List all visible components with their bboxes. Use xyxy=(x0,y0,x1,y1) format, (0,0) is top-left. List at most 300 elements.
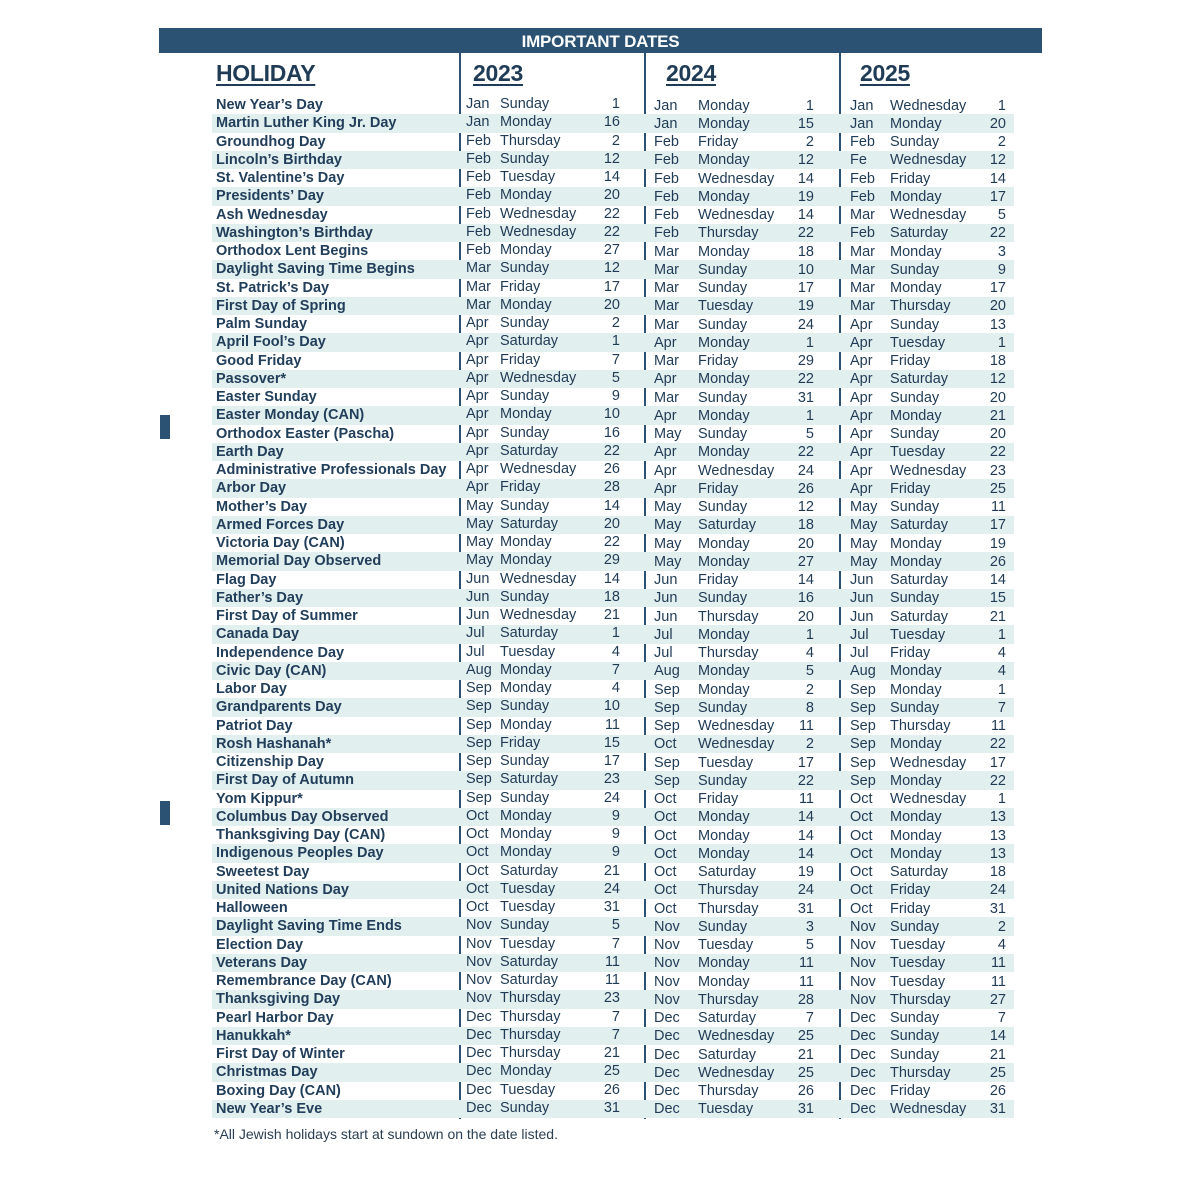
holiday-name: Easter Monday (CAN) xyxy=(216,407,365,424)
month-2024: Apr xyxy=(654,480,677,497)
table-row xyxy=(212,698,1014,716)
weekday-2025: Sunday xyxy=(890,699,940,716)
month-2025: Feb xyxy=(850,170,875,187)
day-2025: 22 xyxy=(989,772,1006,789)
weekday-2023: Monday xyxy=(500,296,552,313)
month-2023: Apr xyxy=(466,461,489,477)
weekday-2024: Saturday xyxy=(698,1046,757,1063)
month-2025: Mar xyxy=(850,298,875,315)
weekday-2025: Friday xyxy=(890,353,931,369)
holiday-name: Washington’s Birthday xyxy=(216,224,373,241)
month-2023: Dec xyxy=(466,1045,492,1061)
weekday-2023: Tuesday xyxy=(500,169,556,185)
weekday-2024: Wednesday xyxy=(698,207,775,223)
weekday-2024: Monday xyxy=(698,407,750,424)
day-2024: 1 xyxy=(805,626,814,643)
month-2024: Mar xyxy=(654,316,679,333)
weekday-2023: Sunday xyxy=(500,1099,550,1116)
weekday-2024: Friday xyxy=(698,480,739,497)
binder-tab-marker xyxy=(160,801,170,825)
weekday-2024: Monday xyxy=(698,626,750,643)
day-2024: 10 xyxy=(797,261,814,278)
day-2025: 2 xyxy=(997,918,1006,935)
weekday-2023: Wednesday xyxy=(500,205,577,222)
holiday-name: Thanksgiving Day (CAN) xyxy=(216,827,386,843)
table-row xyxy=(212,242,1014,260)
day-2025: 17 xyxy=(989,280,1006,296)
day-2024: 1 xyxy=(805,334,814,351)
weekday-2024: Monday xyxy=(698,973,750,990)
day-2025: 9 xyxy=(997,261,1006,278)
weekday-2025: Wednesday xyxy=(890,97,967,114)
month-2023: Dec xyxy=(466,1063,492,1080)
month-2023: Apr xyxy=(466,315,489,331)
holiday-name: Hanukkah* xyxy=(216,1027,291,1044)
day-2023: 11 xyxy=(604,716,620,733)
weekday-2025: Friday xyxy=(890,1083,931,1099)
holiday-name: Civic Day (CAN) xyxy=(216,662,327,679)
weekday-2025: Monday xyxy=(890,772,942,789)
month-2023: Jun xyxy=(466,588,490,605)
month-2024: Jan xyxy=(654,115,678,132)
weekday-2024: Monday xyxy=(698,115,750,132)
day-2023: 7 xyxy=(611,1026,620,1043)
table-row xyxy=(212,315,1014,333)
month-2025: Feb xyxy=(850,188,875,205)
day-2024: 1 xyxy=(805,97,814,114)
table-row xyxy=(212,1082,1014,1100)
month-2024: Sep xyxy=(654,754,680,771)
day-2024: 31 xyxy=(797,389,814,406)
weekday-2023: Thursday xyxy=(500,1045,561,1061)
weekday-2024: Sunday xyxy=(698,316,748,333)
month-2023: Nov xyxy=(466,935,492,952)
weekday-2024: Monday xyxy=(698,535,750,552)
month-2025: Sep xyxy=(850,736,876,753)
day-2025: 22 xyxy=(989,736,1006,753)
weekday-2025: Sunday xyxy=(890,389,940,406)
day-2024: 14 xyxy=(797,170,814,187)
month-2025: Oct xyxy=(850,882,873,899)
holiday-name: Martin Luther King Jr. Day xyxy=(216,115,397,132)
holiday-name: Ash Wednesday xyxy=(216,206,328,223)
month-2024: Oct xyxy=(654,809,677,826)
weekday-2025: Wednesday xyxy=(890,791,967,807)
day-2025: 14 xyxy=(989,170,1006,187)
month-2024: Mar xyxy=(654,261,679,278)
weekday-2025: Thursday xyxy=(890,991,951,1008)
holiday-name: Daylight Saving Time Ends xyxy=(216,918,402,935)
footnote: *All Jewish holidays start at sundown on the date listed. xyxy=(214,1126,558,1142)
weekday-2023: Saturday xyxy=(500,625,559,642)
month-2024: Dec xyxy=(654,1046,680,1063)
month-2024: Apr xyxy=(654,371,677,388)
day-2024: 14 xyxy=(797,207,814,223)
holiday-name: Rosh Hashanah* xyxy=(216,735,332,752)
month-2024: Jan xyxy=(654,97,678,114)
table-row xyxy=(212,954,1014,972)
weekday-2023: Tuesday xyxy=(500,880,556,897)
day-2025: 20 xyxy=(989,389,1006,406)
month-2025: Mar xyxy=(850,280,875,296)
day-2023: 25 xyxy=(603,1063,620,1080)
weekday-2025: Sunday xyxy=(890,1046,940,1063)
weekday-2024: Wednesday xyxy=(698,170,775,187)
table-row xyxy=(212,370,1014,388)
weekday-2024: Wednesday xyxy=(698,462,775,479)
month-2025: Apr xyxy=(850,316,873,333)
month-2023: May xyxy=(466,497,494,514)
month-2023: May xyxy=(466,552,494,569)
holiday-name: Passover* xyxy=(216,370,287,387)
holiday-name: First Day of Autumn xyxy=(216,772,355,789)
holiday-name: Grandparents Day xyxy=(216,699,342,716)
weekday-2024: Monday xyxy=(698,663,750,680)
weekday-2023: Thursday xyxy=(500,132,561,149)
table-row xyxy=(212,863,1014,881)
month-2025: Jun xyxy=(850,608,874,625)
day-2024: 8 xyxy=(805,699,814,716)
month-2023: Sep xyxy=(466,680,492,696)
month-2024: Feb xyxy=(654,170,679,187)
month-2024: Dec xyxy=(654,1010,680,1026)
day-2023: 10 xyxy=(603,698,620,715)
table-row xyxy=(212,790,1014,808)
month-2023: Dec xyxy=(466,1099,492,1116)
holiday-name: Thanksgiving Day xyxy=(216,991,341,1008)
month-2025: Nov xyxy=(850,991,876,1008)
holiday-name: Citizenship Day xyxy=(216,754,324,770)
month-2025: Mar xyxy=(850,243,875,260)
weekday-2025: Sunday xyxy=(890,426,940,442)
month-2024: Sep xyxy=(654,681,680,698)
table-row xyxy=(212,96,1014,114)
day-2024: 31 xyxy=(797,1101,814,1118)
month-2025: Nov xyxy=(850,973,876,990)
weekday-2023: Monday xyxy=(500,807,552,824)
table-row xyxy=(212,534,1014,552)
holiday-name: Earth Day xyxy=(216,443,284,460)
day-2024: 12 xyxy=(797,152,814,169)
month-2025: Apr xyxy=(850,389,873,406)
weekday-2024: Wednesday xyxy=(698,1064,775,1081)
month-2024: May xyxy=(654,499,682,515)
day-2024: 22 xyxy=(797,225,814,242)
day-2025: 23 xyxy=(989,462,1006,479)
table-row xyxy=(212,881,1014,899)
weekday-2025: Saturday xyxy=(890,608,949,625)
month-2025: Apr xyxy=(850,353,873,369)
day-2024: 19 xyxy=(797,188,814,205)
month-2025: Aug xyxy=(850,663,876,680)
table-row xyxy=(212,461,1014,479)
day-2025: 22 xyxy=(989,444,1006,461)
weekday-2024: Monday xyxy=(698,553,750,570)
day-2023: 9 xyxy=(611,844,620,861)
table-row xyxy=(212,279,1014,297)
day-2024: 22 xyxy=(797,772,814,789)
day-2023: 31 xyxy=(603,899,620,915)
holiday-name: Daylight Saving Time Begins xyxy=(216,261,415,278)
month-2023: May xyxy=(466,515,494,532)
table-row xyxy=(212,1009,1014,1027)
day-2025: 18 xyxy=(989,353,1006,369)
month-2025: Sep xyxy=(850,681,876,698)
holiday-name: Columbus Day Observed xyxy=(216,808,389,825)
table-row xyxy=(212,169,1014,187)
weekday-2023: Friday xyxy=(500,351,541,368)
table-row xyxy=(212,1063,1014,1081)
day-2024: 5 xyxy=(805,663,814,680)
month-2025: Fe xyxy=(850,152,867,169)
day-2025: 17 xyxy=(989,188,1006,205)
day-2023: 14 xyxy=(603,169,620,185)
weekday-2025: Wednesday xyxy=(890,152,967,169)
weekday-2025: Saturday xyxy=(890,517,949,534)
day-2025: 11 xyxy=(990,955,1006,972)
weekday-2023: Thursday xyxy=(500,1008,561,1025)
holiday-name: Easter Sunday xyxy=(216,389,317,405)
day-2023: 4 xyxy=(611,643,620,660)
month-2023: Apr xyxy=(466,424,489,441)
day-2025: 14 xyxy=(989,572,1006,588)
holiday-name: First Day of Summer xyxy=(216,608,358,624)
table-row xyxy=(212,735,1014,753)
weekday-2023: Monday xyxy=(500,716,552,733)
month-2024: Dec xyxy=(654,1101,680,1118)
day-2024: 4 xyxy=(805,645,814,661)
day-2024: 21 xyxy=(797,1046,814,1063)
month-2025: Oct xyxy=(850,827,873,844)
month-2023: Sep xyxy=(466,734,492,751)
weekday-2023: Saturday xyxy=(500,953,559,970)
weekday-2025: Sunday xyxy=(890,316,940,333)
day-2023: 11 xyxy=(604,953,620,970)
day-2025: 21 xyxy=(989,407,1006,424)
month-2023: Jul xyxy=(466,625,485,642)
holiday-name: Pearl Harbor Day xyxy=(216,1009,334,1026)
weekday-2023: Sunday xyxy=(500,315,550,331)
day-2023: 21 xyxy=(603,607,620,623)
table-row xyxy=(212,406,1014,424)
day-2023: 21 xyxy=(603,1045,620,1061)
weekday-2024: Monday xyxy=(698,334,750,351)
day-2024: 20 xyxy=(797,535,814,552)
day-2023: 26 xyxy=(603,461,620,477)
day-2024: 31 xyxy=(797,900,814,917)
weekday-2024: Sunday xyxy=(698,918,748,935)
weekday-2023: Saturday xyxy=(500,333,559,350)
weekday-2025: Friday xyxy=(890,882,931,899)
table-row xyxy=(212,206,1014,224)
day-2024: 11 xyxy=(798,791,814,807)
weekday-2023: Wednesday xyxy=(500,223,577,240)
day-2024: 29 xyxy=(797,353,814,369)
month-2024: Nov xyxy=(654,937,680,953)
holiday-name: Father’s Day xyxy=(216,589,304,606)
day-2023: 17 xyxy=(603,753,620,769)
weekday-2024: Wednesday xyxy=(698,736,775,753)
day-2023: 23 xyxy=(603,771,620,788)
weekday-2025: Thursday xyxy=(890,718,951,734)
month-2025: Apr xyxy=(850,426,873,442)
weekday-2024: Thursday xyxy=(698,882,759,899)
table-row xyxy=(212,972,1014,990)
day-2023: 1 xyxy=(611,625,620,642)
day-2024: 16 xyxy=(797,590,814,607)
month-2023: Oct xyxy=(466,807,489,824)
weekday-2024: Saturday xyxy=(698,1010,757,1026)
month-2023: Feb xyxy=(466,150,491,167)
day-2025: 13 xyxy=(989,809,1006,826)
weekday-2025: Tuesday xyxy=(890,444,946,461)
day-2024: 19 xyxy=(797,864,814,880)
weekday-2023: Monday xyxy=(500,187,552,204)
table-row xyxy=(212,936,1014,954)
month-2024: Nov xyxy=(654,973,680,990)
weekday-2025: Sunday xyxy=(890,1010,940,1026)
table-row xyxy=(212,644,1014,662)
month-2024: Jun xyxy=(654,608,678,625)
weekday-2025: Tuesday xyxy=(890,334,946,351)
month-2025: Mar xyxy=(850,261,875,278)
day-2025: 27 xyxy=(989,991,1006,1008)
day-2025: 24 xyxy=(989,882,1006,899)
month-2023: Feb xyxy=(466,205,491,222)
month-2024: Nov xyxy=(654,955,680,972)
month-2025: Apr xyxy=(850,462,873,479)
month-2025: Oct xyxy=(850,845,873,862)
weekday-2025: Wednesday xyxy=(890,207,967,223)
month-2024: Jul xyxy=(654,626,673,643)
day-2025: 18 xyxy=(989,864,1006,880)
holiday-name: Lincoln’s Birthday xyxy=(216,151,342,168)
table-row xyxy=(212,443,1014,461)
day-2023: 22 xyxy=(603,442,620,459)
month-2023: Nov xyxy=(466,917,492,934)
weekday-2023: Sunday xyxy=(500,588,550,605)
month-2023: Dec xyxy=(466,1008,492,1025)
weekday-2024: Sunday xyxy=(698,261,748,278)
month-2024: Feb xyxy=(654,207,679,223)
month-2024: May xyxy=(654,517,682,534)
month-2024: Mar xyxy=(654,243,679,260)
month-2023: Jul xyxy=(466,643,485,660)
month-2023: Oct xyxy=(466,826,489,842)
day-2024: 11 xyxy=(798,973,814,990)
month-2023: Apr xyxy=(466,333,489,350)
month-2024: Sep xyxy=(654,772,680,789)
month-2025: Apr xyxy=(850,407,873,424)
holiday-name: Arbor Day xyxy=(216,480,287,497)
day-2024: 12 xyxy=(797,499,814,515)
day-2023: 20 xyxy=(603,187,620,204)
weekday-2024: Tuesday xyxy=(698,298,754,315)
weekday-2024: Monday xyxy=(698,152,750,169)
month-2024: Feb xyxy=(654,225,679,242)
day-2024: 25 xyxy=(797,1028,814,1045)
day-2023: 7 xyxy=(611,351,620,368)
day-2023: 9 xyxy=(611,388,620,404)
day-2023: 7 xyxy=(611,1008,620,1025)
day-2025: 12 xyxy=(989,371,1006,388)
weekday-2024: Sunday xyxy=(698,772,748,789)
weekday-2023: Thursday xyxy=(500,990,561,1007)
weekday-2025: Monday xyxy=(890,115,942,132)
weekday-2024: Thursday xyxy=(698,645,759,661)
weekday-2023: Tuesday xyxy=(500,899,556,915)
month-2025: Apr xyxy=(850,480,873,497)
day-2024: 5 xyxy=(805,426,814,442)
weekday-2024: Saturday xyxy=(698,864,757,880)
weekday-2024: Thursday xyxy=(698,1083,759,1099)
table-row xyxy=(212,607,1014,625)
month-2025: Jan xyxy=(850,97,874,114)
holiday-name: St. Valentine’s Day xyxy=(216,170,345,186)
month-2025: May xyxy=(850,553,878,570)
day-2024: 15 xyxy=(797,115,814,132)
day-2023: 12 xyxy=(603,150,620,167)
weekday-2024: Tuesday xyxy=(698,937,754,953)
month-2025: Apr xyxy=(850,444,873,461)
month-2023: Oct xyxy=(466,862,489,879)
day-2023: 27 xyxy=(603,242,620,258)
month-2025: Oct xyxy=(850,791,873,807)
month-2023: Nov xyxy=(466,990,492,1007)
day-2025: 7 xyxy=(997,1010,1006,1026)
weekday-2023: Sunday xyxy=(500,388,550,404)
holiday-name: First Day of Winter xyxy=(216,1046,345,1062)
weekday-2023: Friday xyxy=(500,278,541,295)
holiday-name: Boxing Day (CAN) xyxy=(216,1082,341,1099)
day-2025: 1 xyxy=(997,791,1006,807)
holiday-name: Groundhog Day xyxy=(216,133,326,150)
weekday-2024: Friday xyxy=(698,353,739,369)
day-2025: 13 xyxy=(989,316,1006,333)
month-2023: Sep xyxy=(466,771,492,788)
day-2023: 7 xyxy=(611,661,620,678)
day-2025: 13 xyxy=(989,827,1006,844)
month-2023: Jun xyxy=(466,570,490,587)
month-2024: Feb xyxy=(654,188,679,205)
table-row xyxy=(212,1100,1014,1118)
weekday-2024: Monday xyxy=(698,845,750,862)
month-2025: Oct xyxy=(850,864,873,880)
month-2024: Feb xyxy=(654,152,679,169)
weekday-2024: Friday xyxy=(698,134,739,150)
month-2025: May xyxy=(850,535,878,552)
day-2023: 1 xyxy=(611,333,620,350)
day-2025: 11 xyxy=(990,973,1006,990)
day-2024: 11 xyxy=(798,718,814,734)
month-2023: Dec xyxy=(466,1026,492,1043)
month-2024: Dec xyxy=(654,1028,680,1045)
day-2024: 17 xyxy=(797,754,814,771)
weekday-2023: Sunday xyxy=(500,917,550,934)
holiday-name: Independence Day xyxy=(216,644,345,661)
month-2024: Jun xyxy=(654,572,678,588)
month-2024: May xyxy=(654,535,682,552)
day-2023: 7 xyxy=(611,935,620,952)
month-2024: Oct xyxy=(654,791,677,807)
day-2024: 14 xyxy=(797,827,814,844)
month-2025: May xyxy=(850,499,878,515)
weekday-2023: Sunday xyxy=(500,789,550,806)
day-2023: 28 xyxy=(603,479,620,496)
day-2023: 5 xyxy=(611,369,620,386)
weekday-2025: Tuesday xyxy=(890,626,946,643)
month-2024: Feb xyxy=(654,134,679,150)
